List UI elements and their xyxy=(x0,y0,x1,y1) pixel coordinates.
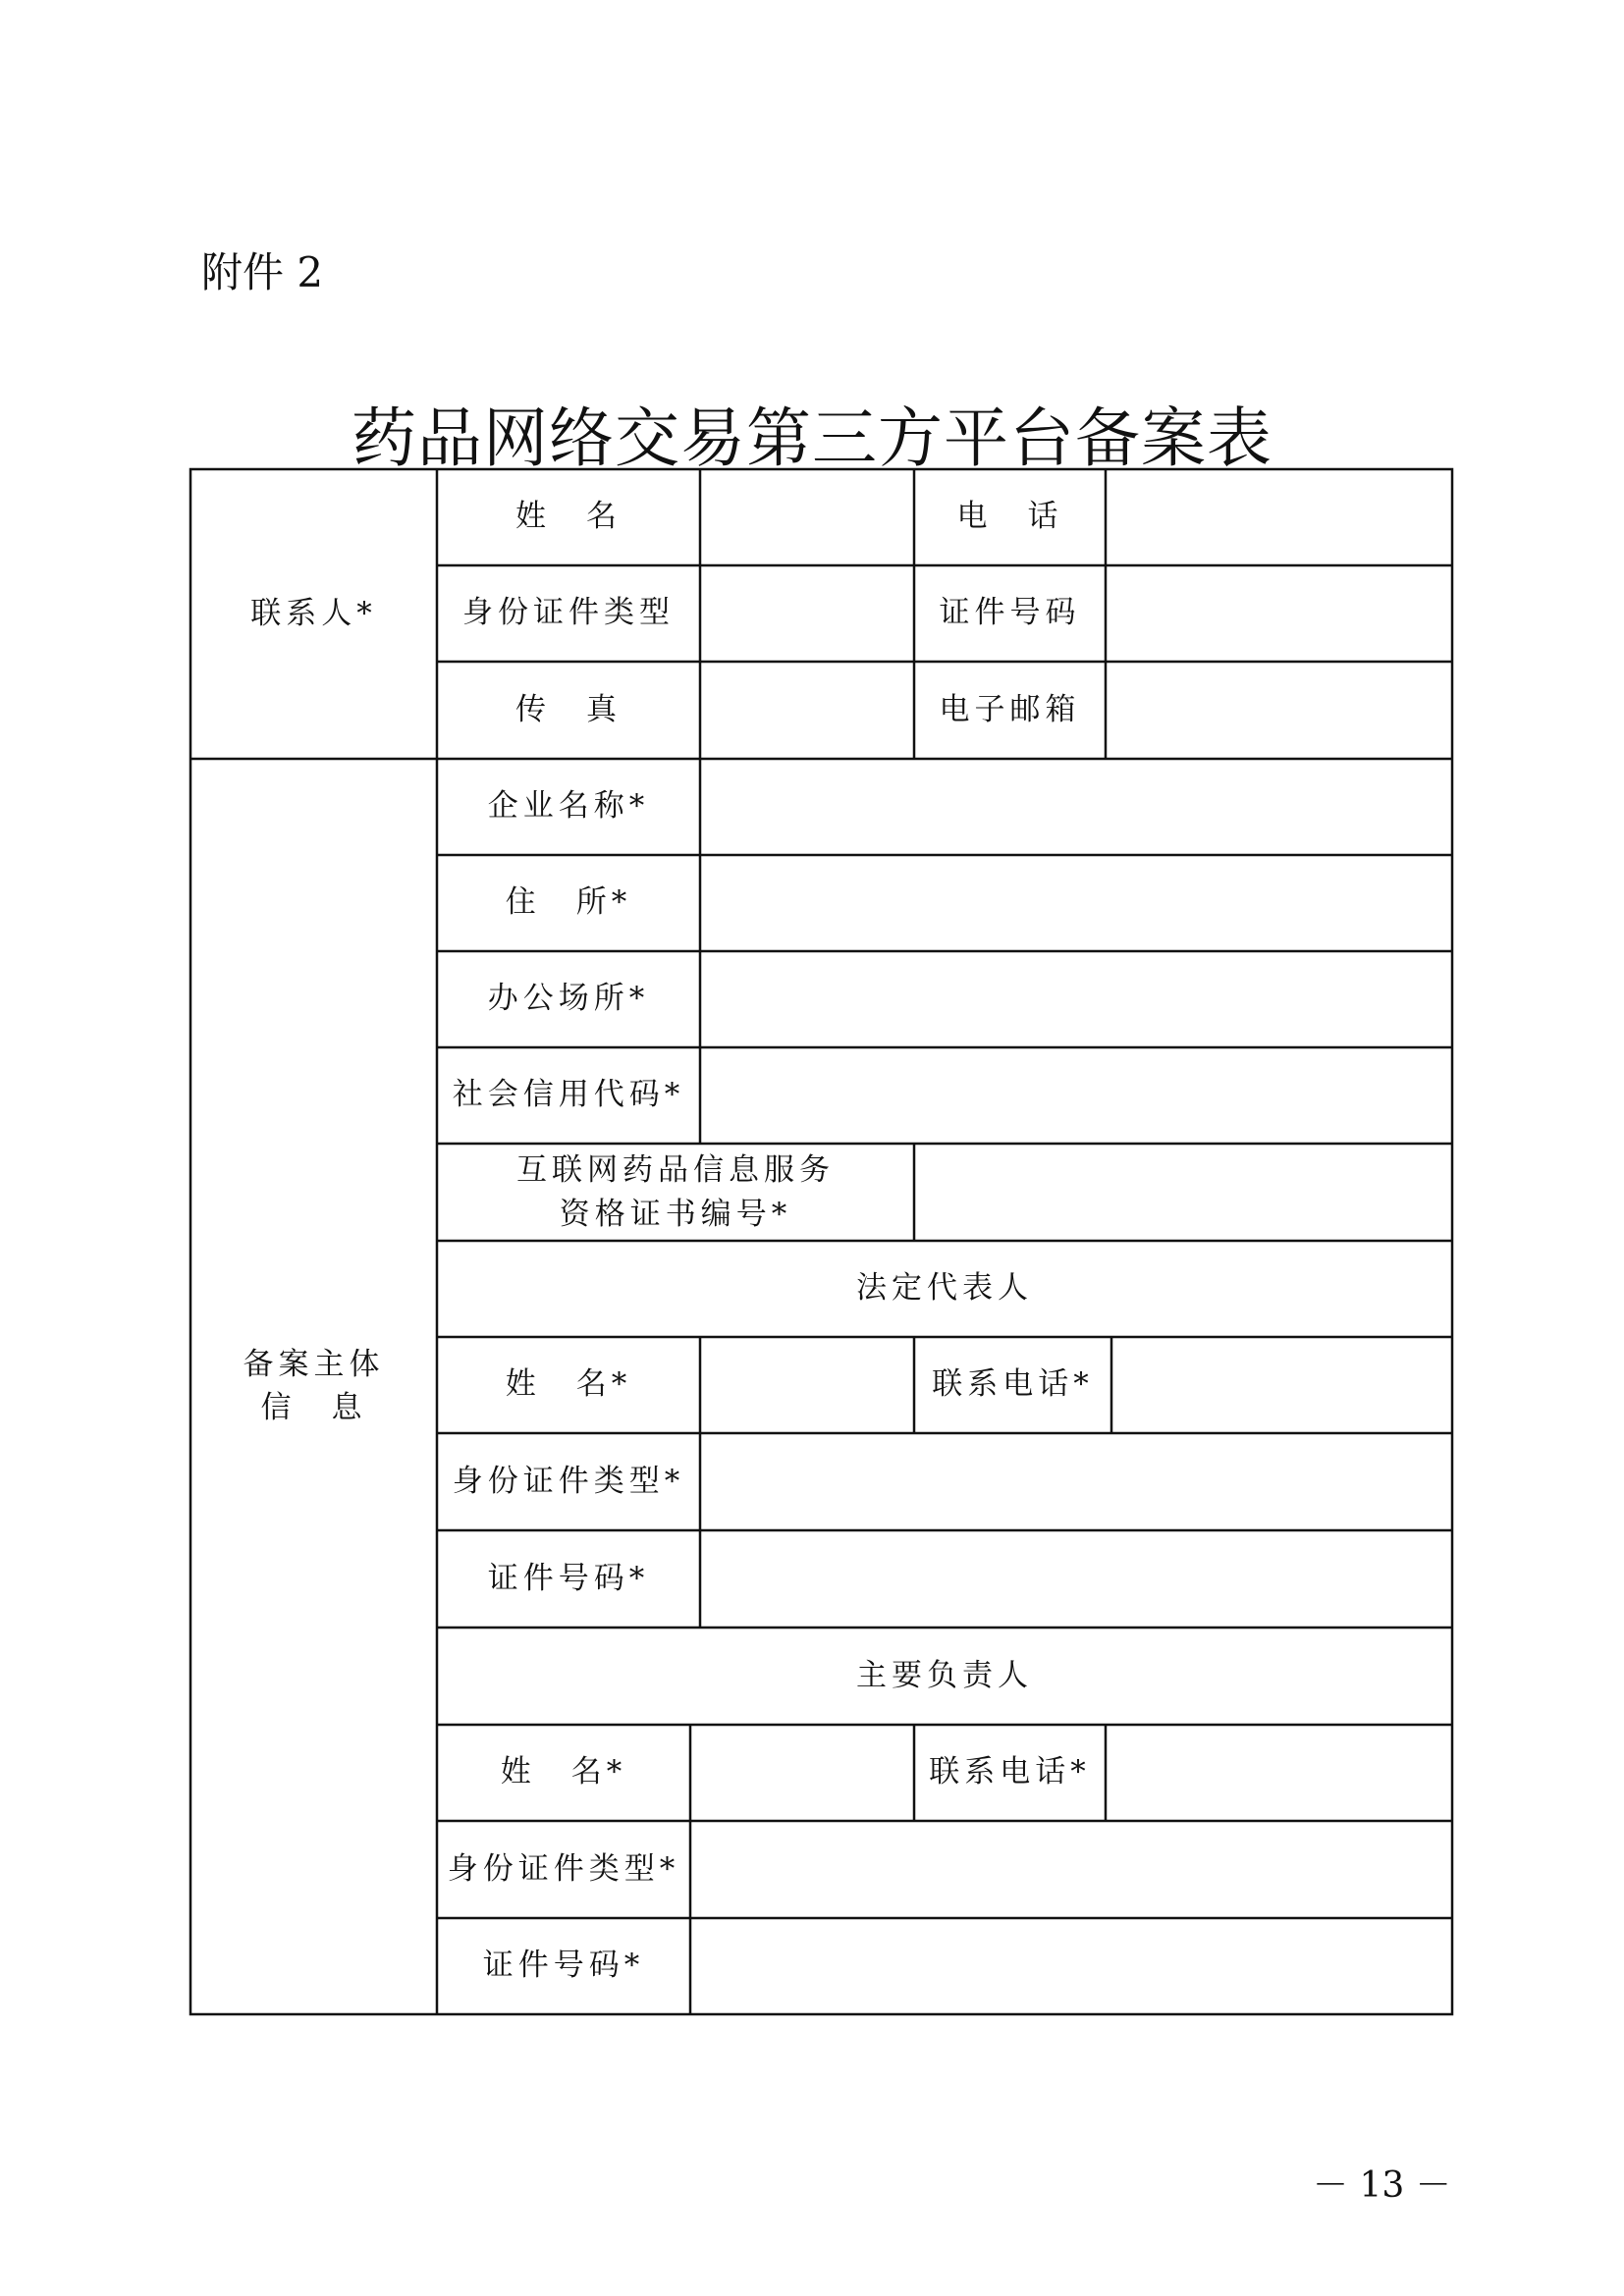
contact-id-type-field[interactable] xyxy=(700,565,914,662)
legal-rep-name-field[interactable] xyxy=(700,1337,914,1433)
principal-phone-label: 联系电话* xyxy=(929,1754,1091,1790)
principal-id-number-label: 证件号码* xyxy=(482,1948,645,1984)
principal-id-type-field[interactable] xyxy=(690,1821,1452,1918)
principal-id-type-label: 身份证件类型* xyxy=(447,1850,680,1887)
cert-number-field[interactable] xyxy=(914,1144,1452,1241)
office-label: 办公场所* xyxy=(487,981,650,1017)
contact-id-number-label: 证件号码 xyxy=(939,595,1081,631)
page-number: － 13 － xyxy=(1313,2165,1451,2206)
legal-rep-id-type-label: 身份证件类型* xyxy=(452,1463,685,1499)
principal-heading: 主要负责人 xyxy=(856,1657,1033,1693)
contact-fax-field[interactable] xyxy=(700,662,914,759)
principal-id-number-field[interactable] xyxy=(690,1918,1452,2014)
contact-id-type-label: 身份证件类型 xyxy=(462,595,675,631)
legal-rep-phone-label: 联系电话* xyxy=(932,1366,1094,1403)
principal-name-field[interactable] xyxy=(690,1725,914,1821)
legal-rep-id-number-field[interactable] xyxy=(700,1530,1452,1628)
credit-code-label: 社会信用代码* xyxy=(452,1077,685,1113)
contact-email-label: 电子邮箱 xyxy=(939,691,1081,727)
company-name-field[interactable] xyxy=(700,759,1452,855)
legal-rep-id-number-label: 证件号码* xyxy=(487,1560,650,1596)
contact-name-field[interactable] xyxy=(700,469,914,565)
legal-rep-phone-field[interactable] xyxy=(1111,1337,1452,1433)
principal-name-label: 姓 名* xyxy=(500,1754,627,1790)
company-name-label: 企业名称* xyxy=(487,788,650,825)
contact-name-label: 姓 名 xyxy=(515,499,622,535)
contact-phone-field[interactable] xyxy=(1106,469,1452,565)
subject-section-label: 备案主体 信 息 xyxy=(243,1347,385,1425)
residence-label: 住 所* xyxy=(505,884,632,921)
contact-id-number-field[interactable] xyxy=(1106,565,1452,662)
contact-phone-label: 电 话 xyxy=(956,499,1063,535)
document-title: 药品网络交易第三方平台备案表 xyxy=(352,400,1272,476)
office-field[interactable] xyxy=(700,951,1452,1047)
attachment-label: 附件 2 xyxy=(201,248,324,296)
legal-rep-id-type-field[interactable] xyxy=(700,1433,1452,1530)
residence-field[interactable] xyxy=(700,855,1452,951)
legal-rep-name-label: 姓 名* xyxy=(505,1366,632,1403)
credit-code-field[interactable] xyxy=(700,1047,1452,1144)
contact-fax-label: 传 真 xyxy=(515,691,622,727)
legal-rep-heading: 法定代表人 xyxy=(856,1270,1033,1307)
contact-section-label: 联系人* xyxy=(250,595,377,631)
principal-phone-field[interactable] xyxy=(1106,1725,1452,1821)
cert-number-label: 互联网药品信息服务 资格证书编号* xyxy=(516,1151,835,1232)
contact-email-field[interactable] xyxy=(1106,662,1452,759)
